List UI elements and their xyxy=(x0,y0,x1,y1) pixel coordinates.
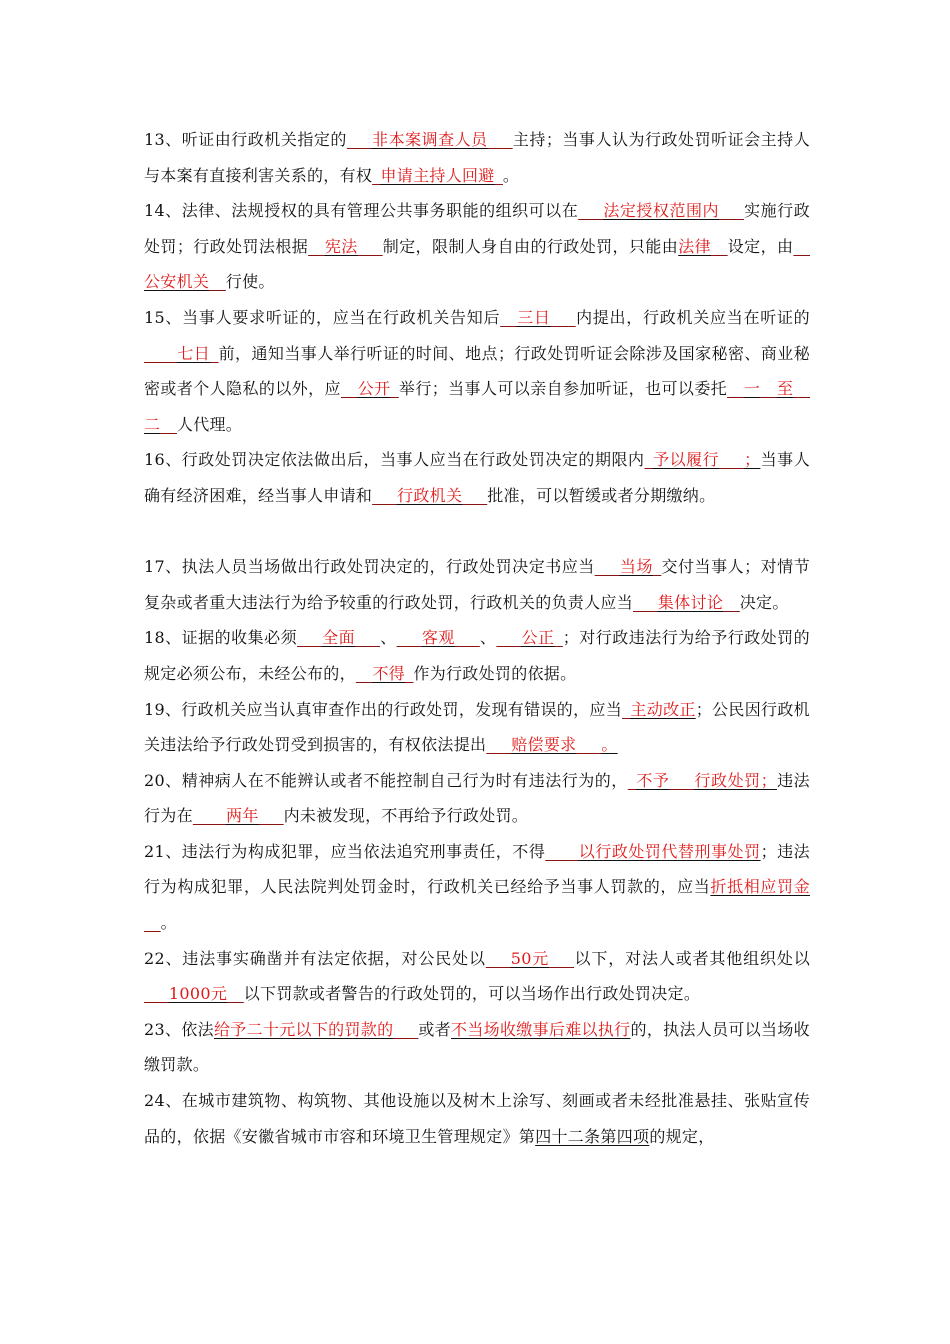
question-text: 决定。 xyxy=(739,592,789,612)
answer-blank: ___全面___ xyxy=(297,628,381,648)
question-text: 当事人确有经济困难，经当事人申请和 xyxy=(144,450,810,505)
answer-blank: __三日___ xyxy=(500,307,576,327)
question-18 xyxy=(144,620,810,691)
answer-blank: ___非本案调查人员___ xyxy=(346,130,513,149)
question-text: 或者 xyxy=(418,1019,451,1039)
question-text: 举行；当事人可以亲自参加听证，也可以委托 xyxy=(398,379,728,399)
answer-blank: ____七日_ xyxy=(144,343,219,363)
question-text: 16、行政处罚决定依法做出后，当事人应当在行政处罚决定的期限内 xyxy=(144,450,645,470)
question-text: 以下，对法人或者其他组织处以 xyxy=(574,948,811,968)
answer-blank: ___当场_ xyxy=(594,557,662,577)
blank-spacer xyxy=(144,514,810,550)
answer-blank: ___客观___ xyxy=(396,628,480,648)
answer-blank: ___1000元__ xyxy=(144,984,244,1004)
answer-blank: __公开_ xyxy=(340,379,399,399)
question-text: 的，执法人员可以当场收缴罚款。 xyxy=(144,1019,810,1075)
question-text: 内提出，行政机关应当在听证的 xyxy=(575,307,810,327)
question-text: 18、证据的收集必须 xyxy=(144,628,298,648)
question-text: 14、法律、法规授权的具有管理公共事务职能的组织可以在 xyxy=(144,201,579,221)
question-text: 、 xyxy=(380,628,397,648)
question-text: 制定，限制人身自由的行政处罚，只能由 xyxy=(382,236,679,256)
question-text: 人代理。 xyxy=(176,414,243,434)
answer-blank: 给予二十元以下的罚款的___ xyxy=(213,1019,419,1039)
question-text: 行使。 xyxy=(225,272,275,292)
question-text: 。 xyxy=(502,165,520,185)
question-text: 违法行为在 xyxy=(144,770,810,826)
answer-blank: 法律__ xyxy=(678,236,728,256)
question-text: 前，通知当事人举行听证的时间、地点；行政处罚听证会除涉及国家秘密、商业秘密或者个人隐私的以外，应 xyxy=(144,343,810,399)
answer-blank: 不当场收缴事后难以执行 xyxy=(451,1019,631,1039)
underlined-text: 四十二条第四项 xyxy=(535,1126,650,1146)
question-text: 24、在城市建筑物、构筑物、其他设施以及树木上涂写、刻画或者未经批准悬挂、张贴宣传品的，依据《安徽省城市市容和环境卫生管理规定》第 xyxy=(144,1091,810,1146)
question-text: ；公民因行政机关违法给予行政处罚受到损害的，有权依法提出 xyxy=(144,699,810,755)
question-24 xyxy=(144,1083,810,1154)
question-text: 交付当事人；对情节复杂或者重大违法行为给予较重的行政处罚，行政机关的负责人应当 xyxy=(144,557,810,612)
answer-blank: _申请主持人回避_ xyxy=(372,165,503,185)
question-20 xyxy=(144,763,810,834)
question-text: 19、行政机关应当认真审查作出的行政处罚，发现有错误的，应当 xyxy=(144,699,623,719)
question-text: 内未被发现，不再给予行政处罚。 xyxy=(283,806,529,826)
question-text: 。 xyxy=(160,913,177,933)
question-13 xyxy=(144,122,810,193)
answer-blank: 折抵相应罚金__ xyxy=(144,877,810,933)
question-text: 13、听证由行政机关指定的 xyxy=(144,130,347,149)
answer-blank: _不予___行政处罚； xyxy=(627,770,777,790)
question-15 xyxy=(144,300,810,442)
answer-blank: ___集体讨论__ xyxy=(633,592,740,612)
question-text: 15、当事人要求听证的，应当在行政机关告知后 xyxy=(144,307,501,327)
answer-blank: ___公正_ xyxy=(496,628,563,648)
answer-blank: ____两年___ xyxy=(192,806,284,826)
question-text: 主持；当事人认为行政处罚听证会主持人与本案有直接利害关系的，有权 xyxy=(144,130,810,185)
answer-blank: __一__至__二__ xyxy=(144,379,811,434)
answer-blank: ___行政机关___ xyxy=(372,485,488,505)
question-22 xyxy=(144,941,810,1012)
answer-blank: ____以行政处罚代替刑事处罚 xyxy=(545,841,761,861)
question-text: 22、违法事实确凿并有法定依据，对公民处以 xyxy=(144,948,486,968)
question-text: 21、违法行为构成犯罪，应当依法追究刑事责任，不得 xyxy=(144,841,546,861)
question-text: 的规定， xyxy=(649,1126,715,1146)
question-text: 以下罚款或者警告的行政处罚的，可以当场作出行政处罚决定。 xyxy=(243,984,701,1004)
answer-blank: _主动改正 xyxy=(622,699,696,719)
answer-blank: _予以履行___； xyxy=(644,450,761,470)
question-text: 实施行政处罚；行政处罚法根据 xyxy=(144,201,811,256)
question-text: 17、执法人员当场做出行政处罚决定的，行政处罚决定书应当 xyxy=(144,557,595,577)
answer-blank: __宪法___ xyxy=(308,236,383,256)
question-list xyxy=(144,122,810,1154)
question-text: 设定，由 xyxy=(727,236,794,256)
question-23 xyxy=(144,1012,810,1083)
question-16 xyxy=(144,442,810,513)
answer-blank: __公安机关__ xyxy=(144,236,811,292)
answer-blank: ___赔偿要求___。 xyxy=(486,735,618,755)
answer-blank: ___50元___ xyxy=(485,948,574,968)
question-text: 批准，可以暂缓或者分期缴纳。 xyxy=(487,485,716,505)
question-text: ；违法行为构成犯罪，人民法院判处罚金时，行政机关已经给予当事人罚款的，应当 xyxy=(144,841,810,897)
question-17 xyxy=(144,549,810,620)
question-text: 23、依法 xyxy=(144,1019,214,1039)
question-21 xyxy=(144,834,810,941)
answer-blank: ___法定授权范围内___ xyxy=(578,201,744,221)
question-text: 20、精神病人在不能辨认或者不能控制自己行为时有违法行为的， xyxy=(144,770,628,790)
question-19 xyxy=(144,692,810,763)
question-text: 、 xyxy=(479,628,497,648)
question-14 xyxy=(144,193,810,300)
answer-blank: __不得_ xyxy=(355,663,414,683)
question-text: 作为行政处罚的依据。 xyxy=(413,663,577,683)
question-text: ；对行政违法行为给予行政处罚的规定必须公布，未经公布的， xyxy=(144,628,810,683)
